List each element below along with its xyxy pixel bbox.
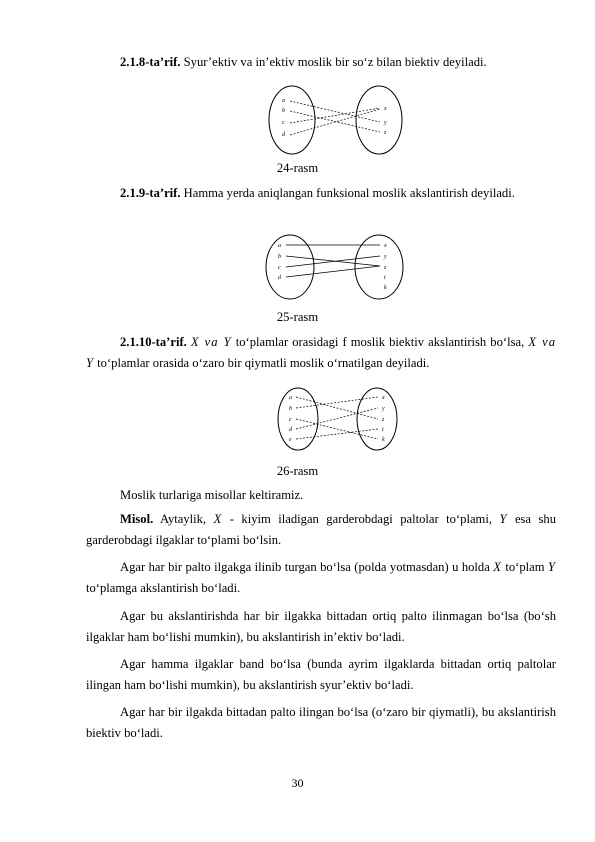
element-label: z bbox=[382, 417, 385, 423]
element-label: x bbox=[384, 243, 387, 249]
example-label: Misol. bbox=[120, 512, 154, 526]
element-label: e bbox=[289, 437, 292, 443]
paragraph-bijective: Agar har bir ilgakda bittadan palto ilingan bo‘lsa (o‘zaro bir qiymatli), bu akslantirish biektiv bo‘ladi. bbox=[86, 705, 556, 740]
paragraph-intro: Moslik turlariga misollar keltiramiz. bbox=[120, 488, 304, 502]
element-label: x bbox=[382, 395, 385, 401]
paragraph-text: Aytaylik, bbox=[153, 512, 214, 526]
definition-label: 2.1.10-ta’rif. bbox=[120, 335, 187, 349]
math-x-va-y: X va Y bbox=[86, 335, 556, 370]
definition-text: to‘plamlar orasidagi f moslik biektiv akslantirish bo‘lsa, bbox=[231, 335, 529, 349]
mapping-arrow bbox=[286, 266, 380, 277]
element-label: t bbox=[384, 275, 386, 281]
figure-25-diagram bbox=[264, 233, 406, 303]
paragraph-text: to‘plamga akslantirish bo‘ladi. bbox=[86, 581, 241, 595]
definition-text: to‘plamlar orasida o‘zaro bir qiymatli moslik o‘rnatilgan deyiladi. bbox=[94, 356, 430, 370]
paragraph-mapping bbox=[86, 557, 556, 599]
element-label: c bbox=[278, 265, 281, 271]
element-label: k bbox=[384, 285, 387, 291]
element-label: c bbox=[282, 120, 285, 126]
element-label: d bbox=[289, 427, 292, 433]
definition-label: 2.1.9-ta’rif. bbox=[120, 186, 181, 200]
figure-26-diagram bbox=[276, 386, 400, 452]
mapping-arrow bbox=[296, 397, 378, 419]
figure-24-diagram bbox=[266, 84, 406, 156]
math-y: Y bbox=[499, 512, 508, 526]
set-y-ellipse bbox=[355, 235, 403, 299]
definition-2-1-9 bbox=[86, 183, 556, 204]
element-label: t bbox=[382, 427, 384, 433]
mapping-arrow bbox=[290, 108, 380, 123]
definition-label: 2.1.8-ta’rif. bbox=[120, 55, 181, 69]
element-label: c bbox=[289, 417, 292, 423]
set-x-ellipse bbox=[266, 235, 314, 299]
mapping-arrow bbox=[296, 419, 378, 439]
element-label: x bbox=[384, 106, 387, 112]
set-y-ellipse bbox=[356, 86, 402, 154]
math-y: Y bbox=[548, 560, 557, 574]
math-x: X bbox=[493, 560, 502, 574]
element-label: b bbox=[289, 406, 292, 412]
paragraph-text: to‘plam bbox=[501, 560, 548, 574]
element-label: z bbox=[384, 130, 387, 136]
mapping-arrow bbox=[296, 397, 378, 408]
element-label: y bbox=[384, 120, 387, 126]
element-label: b bbox=[278, 254, 281, 260]
paragraph-text: esa shu garderobdagi ilgaklar to‘plami bo‘lsin. bbox=[86, 512, 556, 547]
mapping-arrow bbox=[290, 111, 380, 132]
element-label: z bbox=[384, 265, 387, 271]
element-label: a bbox=[278, 243, 281, 249]
mapping-arrow bbox=[290, 101, 380, 122]
paragraph-surjective: Agar hamma ilgaklar band bo‘lsa (bunda ayrim ilgaklarda bittadan ortiq paltolar ilingan ham bo‘lishi mumkin), bu akslantirish syur’ektiv bo‘ladi. bbox=[86, 657, 556, 692]
element-label: d bbox=[278, 275, 281, 281]
element-label: d bbox=[282, 132, 285, 138]
figure-26-caption: 26-rasm bbox=[276, 464, 319, 478]
paragraph-text: - kiyim iladigan garderobdagi paltolar to‘plami, bbox=[222, 512, 500, 526]
set-x-ellipse bbox=[278, 388, 318, 450]
page-number: 30 bbox=[291, 776, 304, 790]
math-x: X bbox=[213, 512, 223, 526]
element-label: a bbox=[289, 395, 292, 401]
paragraph-example bbox=[86, 509, 556, 551]
definition-2-1-8 bbox=[86, 52, 556, 73]
paragraph-injective: Agar bu akslantirishda har bir ilgakka bittadan ortiq palto ilinmagan bo‘lsa (bo‘sh ilgaklar ham bo‘lishi mumkin), bu akslantirish in’ektiv bo‘ladi. bbox=[86, 609, 556, 644]
element-label: y bbox=[382, 406, 385, 412]
figure-25-caption: 25-rasm bbox=[276, 310, 319, 324]
definition-text: Hamma yerda aniqlangan funksional moslik akslantirish deyiladi. bbox=[180, 186, 515, 200]
mapping-arrow bbox=[290, 109, 380, 135]
element-label: k bbox=[382, 437, 385, 443]
math-x-va-y: X va Y bbox=[190, 335, 232, 349]
paragraph-text: Agar har bir palto ilgakga ilinib turgan bo‘lsa (polda yotmasdan) u holda bbox=[120, 560, 494, 574]
element-label: y bbox=[384, 254, 387, 260]
element-label: b bbox=[282, 108, 285, 114]
element-label: a bbox=[282, 98, 285, 104]
definition-2-1-10 bbox=[86, 332, 556, 374]
figure-24-caption: 24-rasm bbox=[276, 161, 319, 175]
mapping-arrow bbox=[296, 429, 378, 439]
definition-text: Syur’ektiv va in’ektiv moslik bir so‘z bilan biektiv deyiladi. bbox=[180, 55, 487, 69]
mapping-arrow bbox=[296, 408, 378, 429]
